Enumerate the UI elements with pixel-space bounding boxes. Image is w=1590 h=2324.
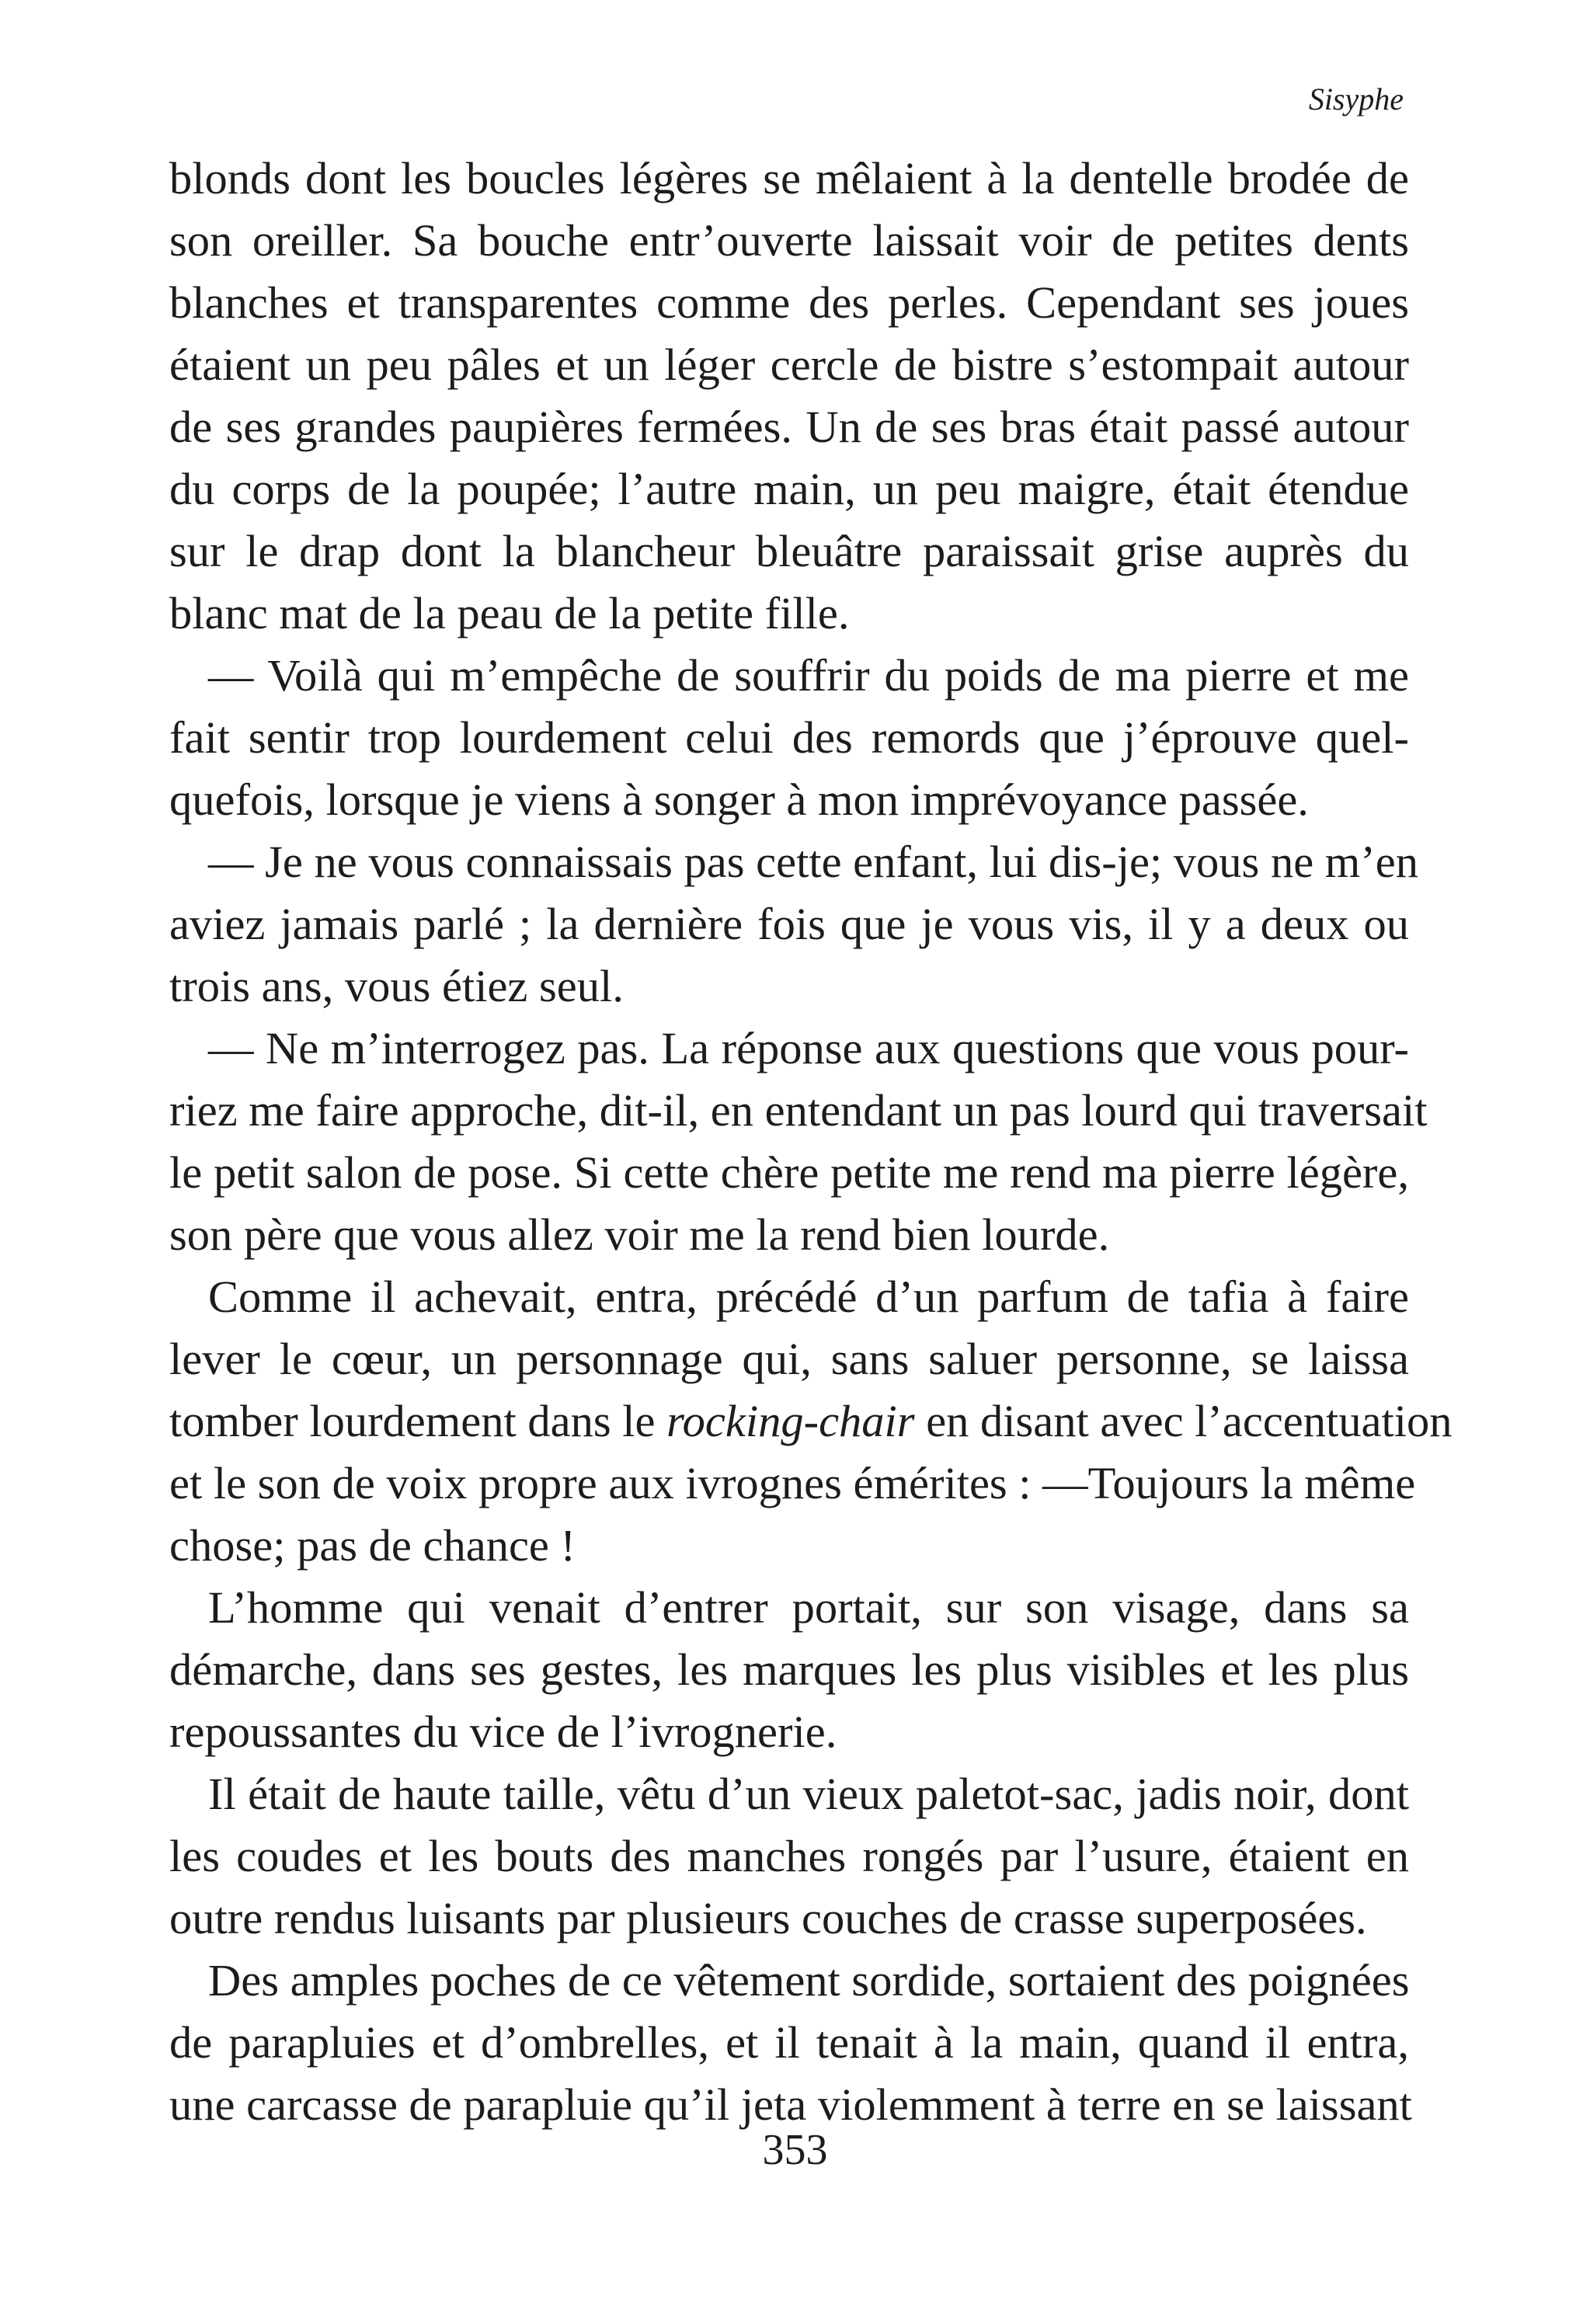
text-line: son oreiller. Sa bouche entr’ouverte laissait voir de petites dents	[169, 215, 1409, 266]
text-line: sur le drap dont la blancheur bleuâtre paraissait grise auprès du	[169, 526, 1409, 576]
text-line: le petit salon de pose. Si cette chère petite me rend ma pierre légère,	[169, 1147, 1409, 1198]
text-line: démarche, dans ses gestes, les marques les plus visibles et les plus	[169, 1644, 1409, 1695]
body-text	[169, 148, 1453, 2136]
text-line: aviez jamais parlé ; la dernière fois que je vous vis, il y a deux ou	[169, 899, 1409, 949]
text-line: quefois, lorsque je viens à songer à mon imprévoyance passée.	[169, 774, 1309, 825]
text-line: une carcasse de parapluie qu’il jeta violemment à terre en se laissant	[169, 2079, 1412, 2130]
text-line: de ses grandes paupières fermées. Un de ses bras était passé autour	[169, 402, 1409, 452]
text-line: — Ne m’interrogez pas. La réponse aux questions que vous pour-	[208, 1023, 1409, 1073]
text-line: Des amples poches de ce vêtement sordide, sortaient des poignées	[208, 1955, 1410, 2006]
text-line: Il était de haute taille, vêtu d’un vieux paletot-sac, jadis noir, dont	[208, 1769, 1409, 1819]
page-number: 353	[762, 2126, 828, 2174]
text-run: tomber lourdement dans le	[169, 1396, 667, 1446]
text-line: chose; pas de chance !	[169, 1520, 576, 1571]
text-line: riez me faire approche, dit-il, en entendant un pas lourd qui traversait	[169, 1085, 1428, 1136]
text-line: outre rendus luisants par plusieurs couches de crasse superposées.	[169, 1893, 1367, 1943]
text-line: étaient un peu pâles et un léger cercle de bistre s’estompait autour	[169, 339, 1409, 390]
text-line: fait sentir trop lourdement celui des remords que j’éprouve quel-	[169, 712, 1409, 763]
text-line: et le son de voix propre aux ivrognes émérites : —Toujours la même	[169, 1458, 1416, 1508]
italic-term: rocking-chair	[666, 1396, 915, 1446]
text-line: trois ans, vous étiez seul.	[169, 961, 624, 1011]
text-line: son père que vous allez voir me la rend bien lourde.	[169, 1209, 1110, 1260]
text-line: — Voilà qui m’empêche de souffrir du poids de ma pierre et me	[208, 650, 1409, 701]
text-line: lever le cœur, un personnage qui, sans saluer personne, se laissa	[169, 1334, 1409, 1384]
text-line: blanc mat de la peau de la petite fille.	[169, 588, 850, 638]
text-line: blonds dont les boucles légères se mêlaient à la dentelle brodée de	[169, 153, 1409, 204]
text-run: en disant avec l’accentuation	[914, 1396, 1453, 1446]
text-line: Comme il achevait, entra, précédé d’un parfum de tafia à faire	[208, 1272, 1409, 1322]
text-line: les coudes et les bouts des manches rongés par l’usure, étaient en	[169, 1831, 1409, 1881]
text-line: du corps de la poupée; l’autre main, un peu maigre, était étendue	[169, 464, 1409, 514]
text-line: blanches et transparentes comme des perles. Cependant ses joues	[169, 277, 1409, 328]
text-line: — Je ne vous connaissais pas cette enfant, lui dis-je; vous ne m’en	[208, 837, 1418, 887]
text-line: L’homme qui venait d’entrer portait, sur son visage, dans sa	[208, 1582, 1409, 1633]
text-line: repoussantes du vice de l’ivrognerie.	[169, 1706, 837, 1757]
text-line	[169, 1390, 1453, 1452]
text-line: de parapluies et d’ombrelles, et il tenait à la main, quand il entra,	[169, 2017, 1409, 2068]
running-head: Sisyphe	[1308, 82, 1404, 117]
